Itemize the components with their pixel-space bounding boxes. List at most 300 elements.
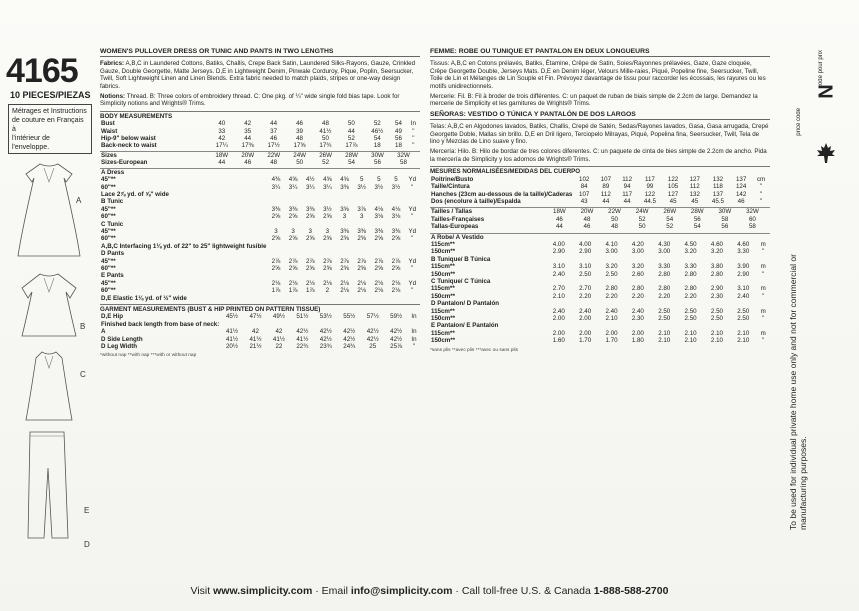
table-cell — [302, 168, 319, 176]
table-row — [100, 336, 420, 343]
table-cell — [302, 272, 319, 279]
table-row — [100, 221, 420, 228]
table-cell: 60 — [748, 215, 756, 223]
table-cell — [572, 278, 598, 285]
table-row — [430, 293, 770, 300]
table-row — [100, 272, 420, 279]
row-label: 150cm** — [431, 248, 456, 256]
table-cell: 43 — [580, 197, 588, 205]
table-cell: 4½ — [305, 176, 315, 184]
table-cell — [546, 233, 572, 241]
table-cell: 142 — [735, 190, 747, 198]
table-cell: 2.90 — [710, 285, 723, 293]
table-cell: " — [762, 315, 765, 322]
table-cell — [405, 243, 420, 250]
fabrics-text: Fabrics: A,B,C in Laundered Cottons, Batiks, Challis, Crepe Back Satin, Laundered Silks-Rayons, Gauze, Crinkled Gauze, Double Georgette, Matte Jerseys. D,E in Lightweight Denim, Pinwale Corduroy, Pique, Poplin, Seersucker, Twill, Soft Lightweight Linen and Linen Blends. Extra fabric needed to match plaids, stripes or one-way design fabrics. — [100, 60, 416, 90]
row-label: Dos (encolure à taille)/Espalda — [431, 197, 521, 205]
table-cell: 52 — [373, 120, 381, 128]
table-cell — [291, 321, 314, 328]
table-row — [100, 206, 420, 213]
table-cell: " — [762, 292, 765, 300]
table-cell: 46 — [296, 120, 303, 128]
row-label: Back-neck to waist — [101, 142, 157, 150]
table-cell: 2.40 — [579, 307, 592, 315]
table-cell — [405, 191, 420, 198]
table-cell — [319, 295, 336, 302]
table-cell: 2⅞ — [271, 257, 281, 265]
view-b-illustration — [14, 270, 84, 340]
table-cell — [598, 278, 624, 285]
table-cell: 107 — [600, 175, 612, 183]
table-cell — [405, 295, 420, 302]
table-cell: 44 — [347, 127, 355, 135]
table-cell: 2⅞ — [288, 257, 298, 265]
table-row — [430, 256, 770, 263]
table-cell: 17⅝ — [293, 142, 306, 150]
table-cell: " — [759, 190, 763, 198]
table-row — [430, 183, 770, 190]
table-cell: 5 — [394, 176, 398, 184]
table-cell: 3½ — [391, 183, 401, 191]
table-cell: 54 — [693, 223, 701, 231]
table-row — [100, 120, 420, 127]
table-cell: 3.10 — [552, 263, 565, 271]
table-cell: 21½ — [249, 343, 262, 351]
table-cell: 1.60 — [552, 337, 565, 345]
table-cell: 2⅝ — [323, 264, 332, 272]
row-label: 60"** — [101, 264, 116, 272]
table-cell: 2 — [325, 287, 330, 295]
table-cell: 2⅝ — [305, 213, 315, 221]
table-cell — [598, 300, 624, 307]
table-cell: 2.50 — [684, 307, 697, 315]
table-row — [100, 168, 420, 176]
table-cell: 3⅛ — [391, 213, 401, 221]
table-cell: 46 — [737, 197, 745, 205]
table-cell: 132 — [712, 175, 724, 183]
table-cell: 3.20 — [684, 248, 697, 256]
row-label: 115cm** — [431, 285, 455, 293]
table-cell: 112 — [689, 183, 700, 191]
table-cell — [572, 256, 598, 263]
row-label: D Leg Width — [101, 343, 138, 351]
table-cell — [336, 198, 353, 205]
table-cell — [625, 322, 651, 329]
table-cell: 2⅝ — [391, 264, 401, 272]
row-label: D Pants — [101, 250, 125, 258]
table-cell: 2⅝ — [288, 213, 298, 221]
table-cell — [387, 191, 404, 198]
table-cell: 137 — [735, 175, 747, 183]
table-cell: 2.00 — [605, 329, 618, 337]
price-label: price code — [796, 108, 802, 136]
table-cell: 44 — [555, 223, 563, 231]
table-row — [430, 278, 770, 285]
table-cell — [353, 250, 370, 257]
table-row — [430, 271, 770, 278]
table-cell — [285, 272, 302, 279]
table-cell: 1.70 — [579, 337, 592, 345]
table-cell — [766, 216, 770, 223]
table-cell: 2.00 — [631, 329, 644, 337]
table-cell: In — [411, 313, 417, 321]
table-cell: 46 — [583, 223, 591, 231]
table-cell: 44 — [218, 159, 226, 167]
table-cell — [319, 198, 336, 205]
table-row — [100, 151, 420, 159]
table-cell — [336, 168, 353, 176]
table-cell: 3⅜ — [357, 227, 366, 235]
table-cell: 2.80 — [605, 285, 618, 293]
table-cell — [336, 272, 353, 279]
table-cell: 2.50 — [684, 315, 697, 322]
metric-sizes-table — [430, 207, 770, 230]
table-cell: " — [411, 213, 414, 221]
table-cell — [220, 321, 243, 328]
row-label: 150cm** — [431, 270, 456, 278]
footer-contact: Visit www.simplicity.com · Email info@simplicity.com · Call toll-free U.S. & Canada 1-888-588-2700 — [190, 585, 669, 597]
table-cell — [370, 243, 387, 250]
english-footnote: *without nap **with nap ***with or without nap — [100, 353, 197, 359]
table-row — [430, 308, 770, 315]
table-cell: 35 — [244, 127, 252, 135]
table-cell: 3.90 — [737, 263, 750, 271]
table-cell: 25 — [369, 343, 377, 351]
table-cell: 44 — [602, 197, 610, 205]
website-link[interactable]: www.simplicity.com — [213, 585, 313, 597]
table-row — [100, 128, 420, 135]
table-cell — [730, 322, 756, 329]
table-cell: 2⅝ — [323, 235, 332, 243]
table-cell: 3⅛ — [374, 213, 384, 221]
phone-number[interactable]: 1-888-588-2700 — [593, 585, 669, 597]
yardage-table — [100, 168, 420, 302]
table-cell — [572, 322, 598, 329]
table-cell: 2.10 — [658, 329, 671, 337]
table-cell — [285, 243, 302, 250]
table-cell: 22 — [275, 343, 283, 351]
table-cell: 2⅛ — [391, 287, 401, 295]
table-cell: 4.00 — [552, 240, 565, 248]
table-cell: Yd — [408, 205, 417, 213]
table-cell — [405, 168, 420, 176]
notions-text: Notions: Thread. B: Three colors of embroidery thread. C: One pkg. of ¼" wide single fold bias tape. Look for Simplicity notions and Wrights® Trims. — [100, 93, 400, 108]
table-cell: 2⅝ — [271, 264, 281, 272]
table-cell: 48 — [611, 223, 618, 231]
table-cell — [285, 295, 302, 302]
table-cell: 18 — [373, 142, 381, 150]
table-cell: 2.70 — [552, 285, 565, 293]
table-cell — [361, 321, 384, 328]
table-cell — [546, 256, 572, 263]
view-letter-e: E — [84, 506, 90, 515]
table-cell: 2⅛ — [305, 279, 315, 287]
table-cell — [319, 168, 336, 176]
table-cell: 3.30 — [684, 263, 697, 271]
table-cell: 107 — [579, 190, 590, 198]
table-cell — [267, 250, 284, 257]
table-cell: 54 — [373, 135, 381, 143]
table-cell — [353, 272, 370, 279]
table-cell: 17½ — [267, 142, 280, 150]
table-cell: 3 — [274, 227, 278, 235]
table-cell: 3 — [291, 227, 295, 235]
table-cell: 112 — [622, 175, 633, 183]
row-label: D,E Hip — [101, 313, 124, 321]
table-cell: 3.00 — [605, 248, 618, 256]
table-row — [100, 287, 420, 294]
row-label: 45"** — [101, 205, 116, 213]
table-cell: 3½ — [323, 205, 332, 213]
table-cell — [353, 221, 370, 228]
table-cell: 50 — [611, 215, 618, 223]
table-cell — [766, 208, 770, 216]
table-cell: 2.10 — [710, 337, 723, 345]
table-cell: 46 — [244, 159, 252, 167]
table-cell: 4.60 — [737, 240, 750, 248]
table-cell: 42 — [275, 328, 283, 336]
table-cell: 3.20 — [710, 248, 723, 256]
table-cell: 124 — [735, 183, 747, 191]
row-label: Tailles / Tallas — [431, 208, 473, 216]
table-cell: 94 — [623, 183, 631, 191]
price-code: N — [815, 84, 838, 99]
table-cell — [387, 198, 404, 205]
table-cell — [387, 272, 404, 279]
row-label: Sizes-European — [101, 159, 148, 167]
table-cell — [651, 278, 677, 285]
table-cell — [285, 250, 302, 257]
table-cell: 2⅝ — [323, 213, 332, 221]
table-cell: 2.10 — [684, 337, 697, 345]
table-row — [100, 142, 420, 149]
metric-note-line: l'enveloppe. — [12, 144, 50, 151]
table-cell — [598, 256, 624, 263]
table-cell: 48 — [322, 120, 329, 128]
table-cell — [677, 278, 703, 285]
table-cell: " — [411, 235, 414, 243]
table-cell: 22W — [608, 208, 621, 216]
table-cell — [370, 272, 387, 279]
metric-note-box — [8, 104, 92, 154]
table-cell: 2.00 — [579, 329, 592, 337]
table-cell: 3⅜ — [305, 205, 315, 213]
row-label: 60"** — [101, 287, 116, 295]
table-row — [430, 330, 770, 337]
table-cell: 3.30 — [658, 263, 671, 271]
english-title: WOMEN'S PULLOVER DRESS OR TUNIC AND PANTS IN TWO LENGTHS — [100, 48, 420, 57]
table-cell: 49½ — [272, 313, 285, 321]
table-row — [100, 258, 420, 265]
table-cell — [416, 159, 420, 166]
table-cell: 48 — [583, 215, 591, 223]
table-cell: 58 — [748, 223, 756, 231]
table-cell: 25⅞ — [390, 343, 403, 351]
table-cell — [302, 243, 319, 250]
table-cell: 42½ — [390, 328, 403, 336]
table-cell: 26W — [319, 151, 332, 159]
table-cell: 18W — [553, 208, 566, 216]
row-label: B Tunique/ B Túnica — [431, 255, 491, 263]
table-cell: 44 — [270, 120, 278, 128]
table-cell — [336, 191, 353, 198]
table-cell: 56 — [721, 223, 729, 231]
table-cell: 132 — [689, 190, 700, 198]
table-cell: 2⅝ — [357, 235, 366, 243]
table-row — [100, 235, 420, 242]
row-label: 115cm** — [431, 240, 455, 248]
table-cell: 3.80 — [710, 263, 723, 271]
table-cell: 2.50 — [710, 315, 723, 322]
table-cell: 41½ — [225, 328, 239, 336]
row-label: A Dress — [101, 168, 125, 176]
table-cell — [408, 321, 420, 328]
table-cell: 46 — [555, 215, 563, 223]
table-cell — [651, 300, 677, 307]
pattern-number: 4165 — [6, 52, 78, 90]
table-cell: 117 — [622, 190, 633, 198]
table-cell: 24¾ — [343, 343, 356, 351]
table-cell — [387, 295, 404, 302]
table-cell: 28W — [345, 151, 358, 159]
table-cell: 2.90 — [737, 270, 750, 278]
table-cell: 50 — [638, 223, 646, 231]
table-cell: " — [412, 127, 415, 135]
table-cell: 2.10 — [552, 292, 565, 300]
table-cell: 41½ — [319, 127, 332, 135]
table-cell — [625, 233, 651, 241]
table-cell: 48 — [270, 159, 278, 167]
table-cell: 20W — [241, 151, 255, 159]
row-label: 60"** — [101, 235, 116, 243]
row-label: C Tunique/ C Túnica — [431, 277, 491, 285]
table-cell: 2.20 — [631, 292, 644, 300]
table-cell — [756, 256, 770, 263]
table-cell: 3⅜ — [271, 205, 281, 213]
table-cell: 2.80 — [658, 285, 671, 293]
table-cell: 17¾ — [319, 142, 332, 150]
table-row — [100, 313, 420, 320]
table-cell: 89 — [602, 183, 610, 191]
table-cell: 42 — [252, 328, 259, 336]
table-cell — [677, 233, 703, 241]
table-cell: 23¾ — [319, 343, 332, 351]
table-cell: 2.80 — [684, 270, 697, 278]
table-cell: In — [411, 335, 417, 343]
row-label: E Pants — [101, 272, 124, 280]
table-cell: 58 — [400, 159, 407, 167]
table-cell — [677, 300, 703, 307]
pants-illustration — [14, 428, 84, 543]
table-cell: 4⅛ — [391, 205, 401, 213]
table-cell: 2.50 — [658, 315, 671, 322]
table-row — [430, 191, 770, 198]
table-cell: 3⅜ — [374, 227, 384, 235]
row-label: Taille/Cintura — [431, 183, 470, 191]
table-cell: 44 — [244, 135, 252, 143]
table-cell — [336, 221, 353, 228]
table-row — [430, 315, 770, 322]
table-cell: 22W — [267, 151, 281, 159]
table-cell: 2.90 — [579, 248, 592, 256]
table-cell: 2⅝ — [374, 264, 384, 272]
table-row — [100, 328, 420, 335]
table-cell: 3⅝ — [340, 205, 349, 213]
table-cell: 22¾ — [296, 343, 309, 351]
table-cell: 17⅜ — [241, 142, 254, 150]
table-cell — [387, 221, 404, 228]
table-row — [100, 321, 420, 328]
table-cell — [405, 221, 420, 228]
table-cell: 2⅝ — [357, 264, 366, 272]
table-cell — [353, 295, 370, 302]
row-label: Bust — [101, 120, 115, 128]
row-label: 60"** — [101, 183, 116, 191]
table-cell: 42½ — [319, 328, 332, 336]
table-cell: 4.50 — [684, 240, 697, 248]
table-cell: 2⅝ — [340, 235, 349, 243]
table-cell: m — [760, 307, 766, 315]
table-cell: 45 — [669, 197, 677, 205]
table-cell: 4⅜ — [271, 176, 281, 184]
table-cell: 52 — [638, 215, 646, 223]
row-label: Hanches (23cm au-dessous de la taille)/Caderas — [431, 190, 573, 198]
table-cell — [370, 221, 387, 228]
table-row — [100, 135, 420, 142]
row-label: 150cm** — [431, 292, 456, 300]
table-cell: Yd — [408, 279, 417, 287]
table-cell: 45 — [691, 197, 699, 205]
table-cell: 42½ — [343, 328, 356, 336]
table-cell: 44 — [623, 197, 631, 205]
table-cell: 112 — [600, 190, 611, 198]
table-cell: 1⅞ — [271, 287, 281, 295]
table-cell: 3⅜ — [340, 183, 349, 191]
table-cell — [405, 272, 420, 279]
table-cell — [704, 233, 730, 241]
table-cell — [267, 243, 284, 250]
table-cell: 20W — [580, 208, 594, 216]
table-cell: 30W — [718, 208, 732, 216]
table-cell: 102 — [579, 175, 590, 183]
table-cell: 2⅛ — [271, 279, 281, 287]
row-label: A,B,C Interfacing 1⅛ yd. of 22" to 25" lightweight fusible — [101, 242, 267, 250]
table-cell: 2.80 — [658, 270, 671, 278]
table-cell — [546, 322, 572, 329]
table-cell — [302, 250, 319, 257]
table-cell: 4⅝ — [323, 176, 332, 184]
email-link[interactable]: info@simplicity.com — [350, 585, 453, 597]
table-row — [430, 322, 770, 329]
table-cell — [336, 250, 353, 257]
table-cell — [756, 278, 770, 285]
english-column — [100, 48, 420, 360]
table-cell: 2.10 — [605, 315, 618, 322]
table-cell: 2⅝ — [340, 264, 349, 272]
french-footnote: *sans plis **avec plis ***avec ou sans plis — [430, 347, 518, 353]
table-cell — [353, 191, 370, 198]
table-cell — [370, 191, 387, 198]
table-cell — [387, 168, 404, 176]
table-cell — [405, 250, 420, 257]
view-letter-b: B — [80, 322, 86, 331]
table-cell: " — [759, 197, 763, 205]
table-row — [100, 295, 420, 302]
table-cell: 2⅞ — [374, 257, 384, 265]
table-cell — [267, 295, 284, 302]
table-cell — [353, 168, 370, 176]
table-cell — [267, 198, 284, 205]
